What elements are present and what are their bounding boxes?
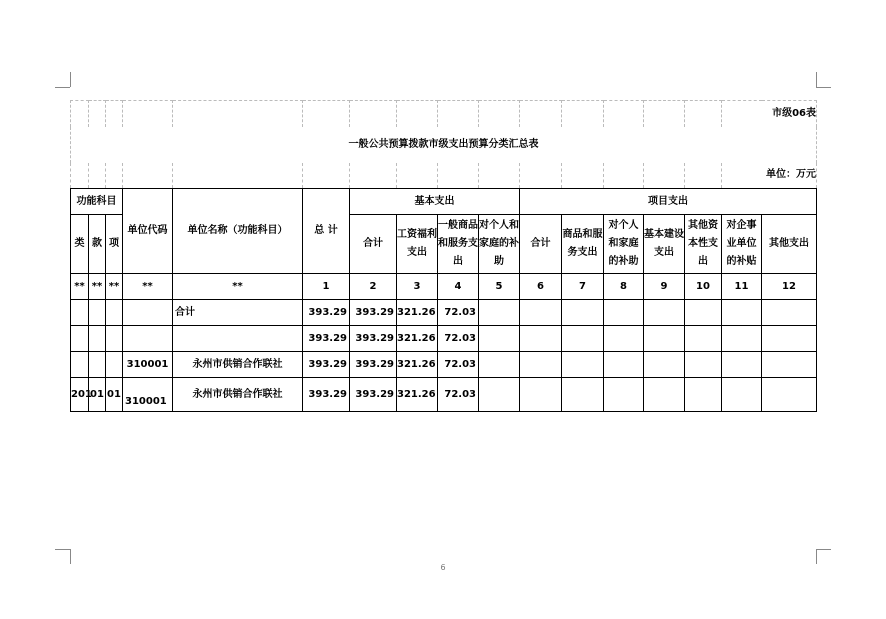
cell-basic-total: 393.29 — [350, 326, 397, 352]
cell-kuan — [89, 352, 106, 378]
cell-kuan — [89, 300, 106, 326]
cell-basic-goods: 72.03 — [438, 300, 479, 326]
cell-xiang — [106, 326, 123, 352]
page-number: 6 — [440, 563, 446, 572]
cell-kuan — [89, 326, 106, 352]
header-basic-total: 合计 — [350, 215, 397, 274]
cell-name — [173, 326, 303, 352]
unit-label: 单位：万元 — [722, 163, 817, 189]
index-cell: ** — [173, 274, 303, 300]
table-row — [71, 300, 817, 326]
header-project-capital: 其他资本性支出 — [685, 215, 722, 274]
header-project-subsidy: 对个人和家庭的补助 — [604, 215, 644, 274]
index-cell: 6 — [520, 274, 562, 300]
crop-mark-bl-h — [55, 549, 70, 550]
index-cell: 9 — [644, 274, 685, 300]
budget-summary-table — [70, 100, 817, 412]
header-lei: 类 — [71, 215, 89, 274]
cell-code — [123, 300, 173, 326]
cell-xiang: 01 — [106, 378, 123, 412]
index-cell: 3 — [397, 274, 438, 300]
index-cell: 2 — [350, 274, 397, 300]
header-kuan: 款 — [89, 215, 106, 274]
header-project-enterprise: 对企事业单位的补贴 — [722, 215, 762, 274]
header-project-goods: 商品和服务支出 — [562, 215, 604, 274]
crop-mark-br-v — [816, 549, 817, 564]
table-row — [71, 352, 817, 378]
table-row — [71, 378, 817, 412]
index-cell: 1 — [303, 274, 350, 300]
header-unit-name: 单位名称（功能科目） — [173, 189, 303, 274]
index-row — [71, 274, 817, 300]
index-cell: 10 — [685, 274, 722, 300]
cell-code — [123, 326, 173, 352]
page-title: 一般公共预算拨款市级支出预算分类汇总表 — [71, 127, 817, 163]
cell-basic-total: 393.29 — [350, 378, 397, 412]
index-cell: 8 — [604, 274, 644, 300]
index-cell: ** — [106, 274, 123, 300]
crop-mark-bl-v — [70, 549, 71, 564]
cell-name: 合计 — [173, 300, 303, 326]
header-unit-code: 单位代码 — [123, 189, 173, 274]
cell-basic-wage: 321.26 — [397, 352, 438, 378]
header-basic-wage: 工资福利支出 — [397, 215, 438, 274]
cell-lei — [71, 326, 89, 352]
crop-mark-tl-v — [70, 72, 71, 87]
header-project: 项目支出 — [520, 189, 817, 215]
index-cell: 4 — [438, 274, 479, 300]
header-basic: 基本支出 — [350, 189, 520, 215]
cell-code: 310001 — [123, 352, 173, 378]
cell-lei — [71, 300, 89, 326]
cell-basic-total: 393.29 — [350, 300, 397, 326]
cell-basic-goods: 72.03 — [438, 378, 479, 412]
cell-xiang — [106, 300, 123, 326]
cell-lei — [71, 352, 89, 378]
table-row — [71, 326, 817, 352]
cell-total: 393.29 — [303, 352, 350, 378]
cell-basic-wage: 321.26 — [397, 326, 438, 352]
cell-name: 永州市供销合作联社 — [173, 352, 303, 378]
header-basic-goods: 一般商品和服务支出 — [438, 215, 479, 274]
header-project-construction: 基本建设支出 — [644, 215, 685, 274]
index-cell: 11 — [722, 274, 762, 300]
header-total: 总 计 — [303, 189, 350, 274]
cell-name: 永州市供销合作联社 — [173, 378, 303, 412]
header-func-subject: 功能科目 — [71, 189, 123, 215]
header-basic-subsidy: 对个人和家庭的补助 — [479, 215, 520, 274]
index-cell: 12 — [762, 274, 817, 300]
cell-xiang — [106, 352, 123, 378]
cell-lei: 201 — [71, 378, 89, 412]
table-number: 市级06表 — [722, 101, 817, 127]
cell-kuan: 01 — [89, 378, 106, 412]
crop-mark-br-h — [816, 549, 831, 550]
cell-total: 393.29 — [303, 300, 350, 326]
cell-basic-wage: 321.26 — [397, 300, 438, 326]
crop-mark-tr-v — [816, 72, 817, 87]
cell-basic-goods: 72.03 — [438, 326, 479, 352]
cell-code: 310001 — [123, 378, 173, 412]
index-cell: 7 — [562, 274, 604, 300]
header-project-other: 其他支出 — [762, 215, 817, 274]
cell-basic-goods: 72.03 — [438, 352, 479, 378]
header-xiang: 项 — [106, 215, 123, 274]
index-cell: ** — [123, 274, 173, 300]
cell-total: 393.29 — [303, 378, 350, 412]
crop-mark-tl-h — [55, 87, 70, 88]
index-cell: ** — [71, 274, 89, 300]
index-cell: 5 — [479, 274, 520, 300]
cell-total: 393.29 — [303, 326, 350, 352]
cell-basic-wage: 321.26 — [397, 378, 438, 412]
index-cell: ** — [89, 274, 106, 300]
crop-mark-tr-h — [816, 87, 831, 88]
cell-basic-total: 393.29 — [350, 352, 397, 378]
header-project-total: 合计 — [520, 215, 562, 274]
